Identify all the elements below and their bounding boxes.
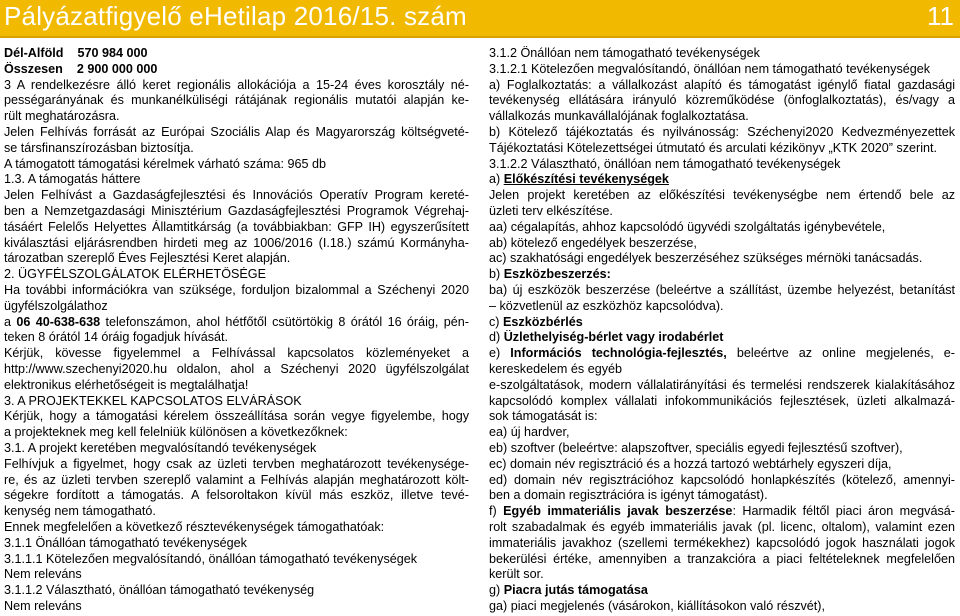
paragraph-line: eb) szoftver (beleértve: alapszoftver, speciális egyedi fejlesztésű szoftver), — [489, 440, 903, 455]
section-heading: 3. A PROJEKTEKKEL KAPCSOLATOS ELVÁRÁSOK — [4, 393, 302, 408]
header-bar — [0, 0, 960, 38]
paragraph-line: ba) új eszközök beszerzése (beleértve a szállítást, üzembe helyezést, betanítást — [489, 282, 955, 297]
paragraph-line: kenység nem támogatható. — [4, 504, 156, 519]
paragraph-line: 3.1.1.2 Választható, önállóan támogatható tevékenység — [4, 583, 315, 598]
section-heading: 1.3. A támogatás háttere — [4, 172, 141, 187]
paragraph-line: ed) domain név regisztrációhoz kapcsolódó honlapkészítés (kötelező, amennyi- — [489, 472, 955, 487]
list-heading: e) Információs technológia-fejlesztés, beleértve az online megjelenés, e- — [489, 346, 955, 361]
paragraph-line: re, és az üzleti tervben szereplő valamint a Felhívás alapján meghatározott költ- — [4, 472, 469, 487]
paragraph-line: kiválasztási eljárásrendben hirdeti meg az 1006/2016 (I.18.) számú Kormányha- — [4, 235, 469, 250]
region-row: Dél-Alföld 570 984 000 — [4, 46, 148, 60]
paragraph-line: ac) szakhatósági engedélyek beszerzéséhez szükséges mérnöki tanácsadás. — [489, 251, 923, 266]
paragraph-line: Felhívjuk a figyelmet, hogy csak az üzleti tervben meghatározott tevékenysége- — [4, 456, 469, 471]
paragraph-line: 3.1.2 Önállóan nem támogatható tevékenységek — [489, 46, 760, 60]
list-heading: a) Előkészítési tevékenységek — [489, 172, 669, 187]
paragraph-line: bekerülési értéke, amennyiben a tranzakcióra a piaci feltételeknek megfelelően — [489, 551, 955, 566]
publication-title: Pályázatfigyelő eHetilap 2016/15. szám — [4, 1, 467, 31]
paragraph-line: tározatban szereplő Éves Fejlesztési Keret alapján. — [4, 251, 291, 266]
right-column — [489, 46, 955, 616]
paragraph-line: vállalkozás munkavállalójának foglalkoztatása. — [489, 109, 749, 124]
paragraph-line: 3 A rendelkezésre álló keret regionális allokációja a 15-24 éves korosztály né- — [4, 77, 469, 92]
list-heading: f) Egyéb immateriális javak beszerzése: Harmadik féltől piaci áron megvásá- — [489, 504, 955, 519]
paragraph-line: ga) piaci megjelenés (vásárokon, kiállításokon való részvét), — [489, 598, 825, 613]
paragraph-line: rült meghatározásra. — [4, 109, 120, 124]
paragraph-line: ec) domain név regisztráció és a hozzá tartozó webtárhely egyszeri díja, — [489, 456, 892, 471]
paragraph-line: b) Kötelező tájékoztatás és nyilvánosság: Széchenyi2020 Kedvezményezettek — [489, 124, 955, 139]
paragraph-line: tevékenység ellátására irányuló közreműködése (önfoglalkoztatás), és/vagy a — [489, 93, 955, 108]
paragraph-line: ségekre fordított a támogatás. A felsoroltakon kívül más eszköz, illetve tevé- — [4, 488, 469, 503]
paragraph-line: 3.1.2.1 Kötelezően megvalósítandó, önállóan nem támogatható tevékenységek — [489, 61, 931, 76]
total-row: Összesen 2 900 000 000 — [4, 61, 158, 76]
paragraph-line: teken 8 órától 14 óráig fogadjuk hívását. — [4, 330, 229, 345]
paragraph-line: Jelen Felhívás forrását az Európai Szociális Alap és Magyarország költségveté- — [4, 124, 469, 139]
left-column — [4, 46, 469, 616]
paragraph-line: a) Foglalkoztatás: a vállalkozást alapító és támogatást igénylő fiatal gazdasági — [489, 77, 955, 92]
paragraph-line: e-szolgáltatások, modern vállalatirányítási és termelési rendszerek kialakításához — [489, 377, 955, 392]
paragraph-line: se társfinanszírozásban biztosítja. — [4, 140, 194, 155]
paragraph-line: Kérjük, kövesse figyelemmel a Felhívással kapcsolatos közleményeket a — [4, 346, 469, 361]
paragraph-line: 3.1.2.2 Választható, önállóan nem támogatható tevékenységek — [489, 156, 841, 171]
paragraph-line: 3.1.1 Önállóan támogatható tevékenységek — [4, 535, 247, 550]
list-heading: c) Eszközbérlés — [489, 314, 583, 329]
paragraph-line: ben a Nemzetgazdasági Minisztérium Gazdaságfejlesztési Programok Végrehaj- — [4, 203, 469, 218]
paragraph-line: aa) cégalapítás, ahhoz kapcsolódó ügyvédi szolgáltatás igénybevétele, — [489, 219, 886, 234]
paragraph-line: – közvetlenül az eszközhöz kapcsolódva). — [489, 298, 724, 313]
paragraph-line: Nem releváns — [4, 598, 82, 613]
phone-number: 06 40-638-638 — [16, 314, 101, 329]
paragraph-line: tásáért Felelős Helyettes Államtitkárság (a továbbiakban: GFP IH) egyszerűsített — [4, 219, 469, 234]
list-heading: d) Üzlethelyiség-bérlet vagy irodabérlet — [489, 330, 724, 345]
paragraph-line: ab) kötelező engedélyek beszerzése, — [489, 235, 697, 250]
paragraph-line: ben a domain regisztrációra is igényt támogatást). — [489, 488, 768, 503]
paragraph-line: üzleti terv elkészítése. — [489, 203, 613, 218]
phone-line: a 06 40-638-638 telefonszámon, ahol hétfőtől csütörtökig 8 órától 16 óráig, pén- — [4, 314, 469, 329]
paragraph-line: kereskedelem és egyéb — [489, 361, 623, 376]
paragraph-line: 3.1.1.1 Kötelezően megvalósítandó, önállóan támogatható tevékenységek — [4, 551, 418, 566]
paragraph-line: pességarányának és munkanélküliségi rátájának regionális mutatói alapján ke- — [4, 93, 469, 108]
paragraph-line: A támogatott támogatási kérelmek várható száma: 965 db — [4, 156, 327, 171]
paragraph-line: a projekteknek meg kell felelniük különösen a következőknek: — [4, 425, 348, 440]
paragraph-line: Nem releváns — [4, 567, 82, 582]
paragraph-line: ea) új hardver, — [489, 425, 570, 440]
paragraph-line: Jelen projekt keretében az előkészítési tevékenységbe nem értendő bele az — [489, 188, 955, 203]
paragraph-line: Tájékoztatási Kötelezettségei útmutató és arculati kézikönyv „KTK 2020” szerint. — [489, 140, 937, 155]
list-heading: g) Piacra jutás támogatása — [489, 583, 648, 598]
section-heading: 2. ÜGYFÉLSZOLGÁLATOK ELÉRHETŐSÉGE — [4, 267, 266, 282]
section-heading: 3.1. A projekt keretében megvalósítandó tevékenységek — [4, 440, 317, 455]
paragraph-line: Ennek megfelelően a következő résztevékenységek támogathatóak: — [4, 519, 385, 534]
paragraph-line: elektronikus elérhetőségeit is megtalálhatja! — [4, 377, 249, 392]
paragraph-line: Ha további információkra van szüksége, forduljon bizalommal a Széchenyi 2020 — [4, 282, 469, 297]
paragraph-line: ügyfélszolgálathoz — [4, 298, 108, 313]
paragraph-line: kapcsolódó komplex vállalati infokommunikációs fejlesztések, üzleti alkalmazá- — [489, 393, 955, 408]
paragraph-line: Jelen Felhívást a Gazdaságfejlesztési és Innovációs Operatív Program kereté- — [4, 188, 469, 203]
paragraph-line: http://www.szechenyi2020.hu oldalon, ahol a Széchenyi 2020 ügyfélszolgálat — [4, 361, 469, 376]
paragraph-line: sok támogatását is: — [489, 409, 598, 424]
paragraph-line: immateriális javakhoz (szellemi termékekhez) kapcsolódó jogok használati jogok — [489, 535, 955, 550]
list-heading: b) Eszközbeszerzés: — [489, 267, 611, 282]
page-number: 11 — [927, 1, 954, 31]
paragraph-line: került sor. — [489, 567, 544, 582]
paragraph-line: rolt szabadalmak és egyéb immateriális javak (pl. licenc, oltalom), valamint ezen — [489, 519, 955, 534]
paragraph-line: Kérjük, hogy a támogatási kérelem összeállítása során vegye figyelembe, hogy — [4, 409, 469, 424]
